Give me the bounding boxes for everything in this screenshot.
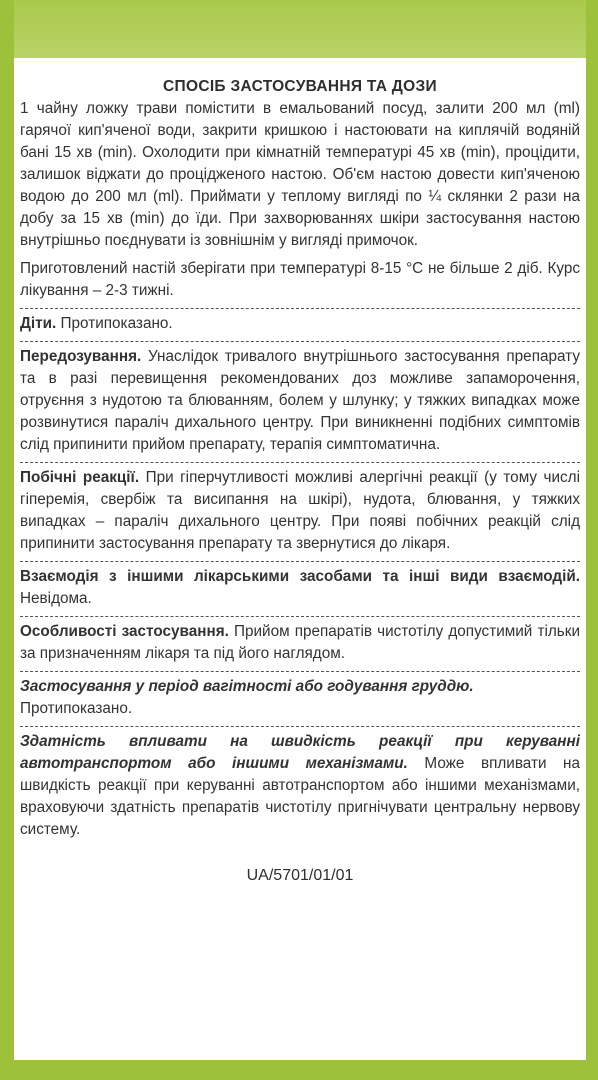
overdose-text: Унаслідок тривалого внутрішнього застосування препарату та в разі перевищення рекомендованих доз можливе запаморочення, отруєння з нудотою та блюванням, болем у шлунку; у тяжких випадках може розвинутися параліч дихального центру. При виникненні подібних симптомів слід припинити прийом препарату, терапія симптоматична. bbox=[20, 348, 580, 453]
storage-paragraph: Приготовлений настій зберігати при температурі 8-15 °С не більше 2 діб. Курс лікування – 2-3 тижні. bbox=[20, 260, 580, 299]
divider bbox=[20, 341, 580, 342]
children-section bbox=[20, 313, 580, 335]
side-effects-label: Побічні реакції. bbox=[20, 469, 140, 486]
registration-number: UA/5701/01/01 bbox=[246, 867, 354, 884]
pregnancy-label: Застосування у період вагітності або годування груддю. bbox=[20, 678, 474, 695]
children-label: Діти. bbox=[20, 315, 57, 332]
leaflet-content bbox=[20, 76, 580, 887]
overdose-label: Передозування. bbox=[20, 348, 142, 365]
interactions-text: Невідома. bbox=[20, 590, 92, 607]
divider bbox=[20, 671, 580, 672]
children-text: Протипоказано. bbox=[56, 315, 173, 332]
top-green-band bbox=[0, 0, 598, 58]
interactions-section bbox=[20, 566, 580, 610]
pregnancy-text: Протипоказано. bbox=[20, 700, 133, 717]
bottom-green-band bbox=[0, 1060, 598, 1080]
left-green-band bbox=[0, 0, 14, 1080]
interactions-label: Взаємодія з іншими лікарськими засобами та інші види взаємодій. bbox=[20, 568, 580, 585]
side-effects-section bbox=[20, 467, 580, 555]
driving-section bbox=[20, 731, 580, 841]
driving-text: Може впливати на швидкість реакції при керуванні автотранспортом або іншими механізмами, враховуючи здатність препаратів чистотілу пригнічувати центральну нервову систему. bbox=[20, 755, 580, 838]
divider bbox=[20, 726, 580, 727]
divider bbox=[20, 561, 580, 562]
special-label: Особливості застосування. bbox=[20, 623, 229, 640]
divider bbox=[20, 462, 580, 463]
overdose-section bbox=[20, 346, 580, 456]
divider bbox=[20, 616, 580, 617]
special-section bbox=[20, 621, 580, 665]
section-title: СПОСІБ ЗАСТОСУВАННЯ ТА ДОЗИ bbox=[163, 78, 437, 95]
dosage-paragraph: 1 чайну ложку трави помістити в емальований посуд, залити 200 мл (ml) гарячої кип'яченої води, закрити кришкою і настоювати на киплячій водяній бані 15 хв (min). Охолодити при кімнатній температурі 45 хв (min), процідити, залишок віджати до процідженого настою. Об'єм настою довести кип'яченою водою до 200 мл (ml). Приймати у теплому вигляді по ¼ склянки 2 рази на добу за 15 хв (min) до їди. При захворюваннях шкіри застосування настою внутрішньо поєднувати із зовнішнім у вигляді примочок. bbox=[20, 100, 580, 249]
driving-label: Здатність впливати на швидкість реакції при керуванні автотранспортом або іншими механізмами. bbox=[20, 733, 580, 772]
side-effects-text: При гіперчутливості можливі алергічні реакції (у тому числі гіперемія, свербіж та висипання на шкірі), нудота, блювання, у тяжких випадках – параліч дихального центру. При появі побічних реакцій слід припинити застосування препарату та звернутися до лікаря. bbox=[20, 469, 580, 552]
right-green-band bbox=[586, 0, 598, 1080]
special-text: Прийом препаратів чистотілу допустимий тільки за призначенням лікаря та під його наглядом. bbox=[20, 623, 580, 662]
divider bbox=[20, 308, 580, 309]
